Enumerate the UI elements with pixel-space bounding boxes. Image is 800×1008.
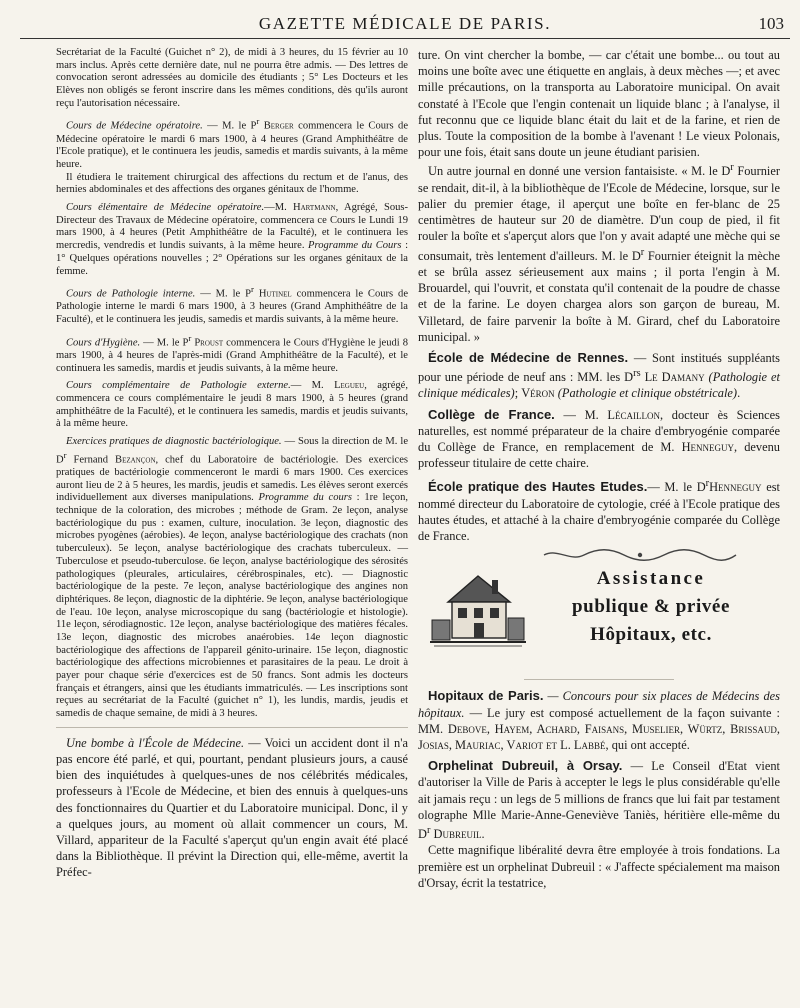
- assistance-banner: [418, 548, 780, 670]
- bomb-story-alternate-version: Un autre journal en donné une version fantaisiste. « M. le $D^r$ Fournier se rendait, dit-il, à la bibliothèque de l'Ecole de Médecine, lorsque, sur le palier du premier étage, il aperçut une boîte en fer-blanc de 25 centimètres de hauteur sur 20 de diamètre. D'un coup de pied, il fit rouler la boîte et s'aperçut alors que l'on y avait adapté une mèche qui se consumait, très lentement d'ailleurs. M. le $D^r$ Fournier éteignit la mèche et se brûla assez sérieusement aux mains ; il porta l'engin à M. Brouardel, qui l'ouvrit, et constata qu'il contenait de la poudre de chasse et de la farine. Le doyen chargea alors son garçon de bureau, M. Villetard, de faire parvenir la boîte à M. Girard, chef du Laboratoire municipal. »: [418, 162, 781, 344]
- course-hygiene: Cours d'Hygiène. — M. le $P^r$ Proust commencera le Cours d'Hygiène le jeudi 8 mars 1900, à 4 heures de l'après-midi (Grand Amphithéâtre de la Faculté), et le continuera les samedis, mardis et jeudis suivants, à la même heure.: [56, 332, 408, 374]
- professor-name: Hartmann: [293, 202, 336, 214]
- rennes-school-notice: École de Médecine de Rennes. — Sont institués suppléants pour une période de neuf ans : MM. les $D^{rs}$ Le Damany (Pathologie et clinique médicales); Véron (Pathologie et clinique obstétricale).: [418, 349, 780, 401]
- paris-hospitals-notice: Hopitaux de Paris. — Concours pour six places de Médecins des hôpitaux. — Le jury est composé actuellement de la façon suivante : MM. Debove, Hayem, Achard, Faisans, Muselier, Würtz, Brissaud, Josias, Mauriac, Variot et L. Labbé, qui ont accepté.: [418, 688, 781, 752]
- college-de-france-notice: Collège de France. — M. Lécaillon, docteur ès Sciences naturelles, est nommé préparateur de la chaire d'embryogénie comparée du Collège de France, en remplacement de M. Henneguy, devenu professeur titulaire de cette chaire.: [418, 406, 780, 471]
- hautes-etudes-notice: École pratique des Hautes Etudes.— M. le $D^rHenneguy$ est nommé directeur du Laboratoire de cytologie, créé à l'Ecole pratique des hautes études, et attaché à la chaire d'embryogénie comparée du Collège de France.: [418, 478, 780, 544]
- left-column: [56, 47, 408, 881]
- professor-name: Legueu: [334, 380, 365, 392]
- professor-name: Bezançon: [115, 454, 156, 466]
- bomb-story: Une bombe à l'École de Médecine. — Voici un accident dont il n'a pas encore été parlé, et qui, pourtant, pendant plusieurs jours, a causé bien des inquiétudes à quelques-unes de nos célébrités médicales, professeurs à l'Ecole de Médecine, et bien des ennuis à quelques-uns des fonctionnaires du Quartier et du Laboratoire municipal. Donc, il y a quelques jours, au moment où allait commencer un cours, M. Villard, appariteur de la Faculté s'aperçut qu'un engin avait été placé dans la Bibliothèque. Il prévint la Direction qui, elle-même, avertit la Préfec-: [56, 735, 408, 880]
- course-title: Cours de Médecine opératoire.: [66, 120, 203, 132]
- professor-name: Berger: [259, 120, 294, 132]
- bacteriology-exercises: Exercices pratiques de diagnostic bactériologique. — Sous la direction de M. le $D^r$ Fernand Bezançon, chef du Laboratoire de bactériologie. Des exercices pratiques de bactériologie commenceront le mardi 6 mars 1900. Ces exercices auront lieu de 2 à 5 heures, les mardis, jeudis et samedis. Les élèves seront exercés individuellement aux diverses manipulations. Programme du cours : 1re leçon, technique de la coloration, des microbes ; méthode de Gram. 2e leçon, analyse bactériologique du pus : examen, culture, inoculation. 3e leçon, diagnostic des microbes pyogènes (aérobies). 4e leçon, analyse bactériologique des crachats (non tuberculeux). 5e leçon, analyse bactériologique des crachats tuberculeux. — Tuberculose et pseudo-tuberculose. 6e leçon, analyse bactériologique des sérosités pathologiques (pleurales, articulaires, cérébrospinales, etc). — Diagnostic bactériologique de la peste. 7e leçon, analyse bactériologique des angines non diphtériques. 8e leçon, diagnostic de la diphtérie. 9e leçon, analyse bactériologique de l'eau. 10e leçon, analyse microscopique du sang (bactériologie et histologie). 11e leçon, sérodiagnostic. 12e leçon, analyse bactériologique des matières fécales. 13e leçon, diagnostic des microbes anaérobies. 14e leçon diagnostic bactériologique des affections de l'appareil génito-urinaire. 15e leçon, diagnostic bactériologique des affections microbiennes et parasitaires de la peau. Le droit à payer pour chaque série d'exercices est de 50 francs. Sont admis les docteurs français et étrangers, ainsi que les étudiants immatriculés. — Les inscriptions sont reçues au secrétariat de la Faculté (guichet n° 1), les lundis, mardis, jeudis et samedis de chaque semaine, de midi à 3 heures.: [56, 436, 408, 720]
- section-heading: École de Médecine de Rennes.: [428, 349, 629, 365]
- bomb-story-continued: ture. On vint chercher la bombe, — car c'était une bombe... ou tout au moins une boîte avec une étiquette en anglais, à deux mèches —; et avec mille précautions, on la transporta au Laboratoire municipal. On avait constaté à l'Ecole que l'engin contenait un liquide blanc ; à l'analyse, il fut reconnu que ce liquide blanc était du lait et de la farine, et rien de plus. Toute la composition de la bombe à l'avenant ! Le vieux Polonais, pour une fois, était sans doute un jeune étudiant parisien.: [418, 48, 780, 160]
- article-title: Une bombe à l'École de Médecine.: [66, 735, 245, 750]
- right-column: [418, 47, 780, 891]
- course-operative-medicine-detail: Il étudiera le traitement chirurgical des affections du rectum et de l'anus, des hernies abdominales et des affections des organes génitaux de l'homme.: [56, 171, 408, 196]
- banner-line-1: Assistance: [596, 568, 706, 590]
- professor-name: Hutinel: [253, 288, 292, 300]
- section-heading: École pratique des Hautes Etudes.: [428, 479, 648, 495]
- page-number: 103: [758, 14, 784, 33]
- running-head: GAZETTE MÉDICALE DE PARIS.: [258, 14, 552, 33]
- page-header: [20, 12, 790, 39]
- orphanage-notice-continued: Cette magnifique libéralité devra être employée à trois fondations. La première est un orphelinat Dubreuil : « J'affecte spécialement ma maison d'Orsay, écrit la testatrice,: [418, 843, 780, 890]
- section-heading: Collège de France.: [428, 406, 555, 422]
- course-title: Exercices pratiques de diagnostic bactériologique.: [66, 436, 282, 448]
- course-title: Cours d'Hygiène.: [66, 337, 141, 349]
- jury-names: Debove, Hayem, Achard, Faisans, Muselier, Würtz, Brissaud, Josias, Mauriac, Variot et L. Labbé: [418, 721, 781, 752]
- professor-name: Proust: [191, 337, 224, 349]
- registration-paragraph: Secrétariat de la Faculté (Guichet n° 2), de midi à 3 heures, du 15 février au 10 mars inclus. Après cette dernière date, nul ne pourra être admis. — Des lettres de convocation seront adressées au domicile des étudiants ; 5° Les Docteurs et les Elèves non obligés se feront inscrire dans les mêmes conditions, dès qu'ils auront reçu l'autorisation nécessaire.: [56, 47, 408, 109]
- section-heading: Orphelinat Dubreuil, à Orsay.: [428, 758, 623, 774]
- section-heading: Hopitaux de Paris.: [428, 688, 544, 704]
- banner-line-3: Hôpitaux, etc.: [590, 624, 712, 646]
- course-external-pathology: Cours complémentaire de Pathologie externe.— M. Legueu, agrégé, commencera ce cours complémentaire le jeudi 8 mars 1900, à 5 heures (grand amphithéâtre de la Faculté), et le continuera les samedis, mardis et jeudis suivants, à la même heure.: [56, 380, 408, 430]
- divider: [524, 679, 674, 680]
- course-title: Cours de Pathologie interne.: [66, 288, 196, 300]
- course-title: Cours complémentaire de Pathologie externe.: [66, 380, 291, 392]
- divider: [56, 727, 408, 728]
- course-elementary-operative: Cours élémentaire de Médecine opératoire.—M. Hartmann, Agrégé, Sous-Directeur des Travaux de Médecine opératoire, commencera ce Cours le Lundi 19 mars 1900, à 4 heures (Petit Amphithéâtre de la Faculté), et le continuera les mercredis, vendredis et lundis suivants, à la même heure. Programme du Cours : 1° Quelques opérations nouvelles ; 2° Opérations sur les organes génitaux de la femme.: [56, 202, 408, 277]
- orphanage-notice: Orphelinat Dubreuil, à Orsay. — Le Conseil d'Etat vient d'autoriser la Ville de Paris à accepter le legs le plus considérable qu'elle ait jamais reçu : un legs de 5 millions de francs que lui fait par testament olographe Mlle Marie-Anne-Geneviève Taniès, héritière elle-même du $D^r$ Dubreuil.: [418, 758, 781, 842]
- course-internal-pathology: Cours de Pathologie interne. — M. le $P^r$ Hutinel commencera le Cours de Pathologie interne le mardi 6 mars 1900, à 3 heures (Grand Amphithéâtre de la Faculté), et le continuera les jeudis, samedis et mardis suivants, à la même heure.: [56, 284, 409, 326]
- ornament-icon: [540, 548, 740, 562]
- course-operative-medicine: Cours de Médecine opératoire. — M. le $P^r$ Berger commencera le Cours de Médecine opératoire le mardi 6 mars 1900, à 4 heures (Grand Amphithéâtre de l'Ecole pratique), et le continuera les jeudis, samedis et mardis suivants, à la même heure.: [56, 116, 408, 171]
- course-title: Cours élémentaire de Médecine opératoire.: [66, 202, 265, 214]
- banner-line-2: publique & privée: [572, 596, 730, 618]
- house-illustration-icon: [430, 568, 526, 650]
